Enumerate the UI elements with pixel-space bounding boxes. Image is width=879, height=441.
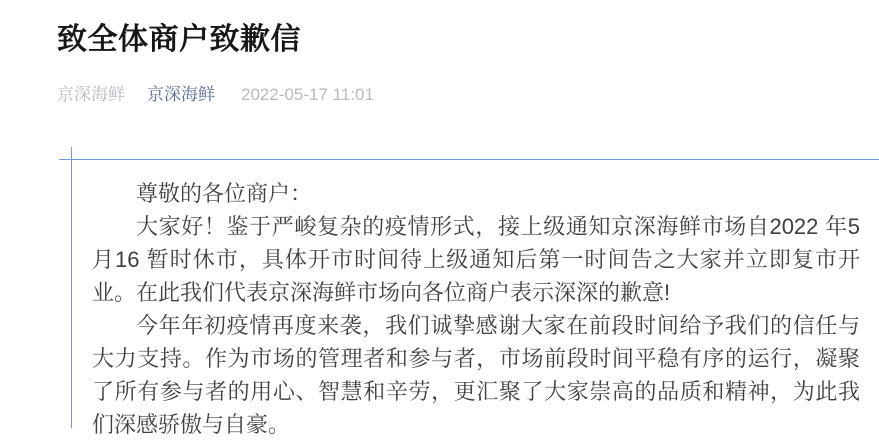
- paragraph-2: 今年年初疫情再度来袭，我们诚挚感谢大家在前段时间给予我们的信任与大力支持。作为市场的管理者和参与者，市场前段时间平稳有序的运行，凝聚了所有参与者的用心、智慧和辛劳，更汇聚了大家崇高的品质和精神，为此我们深感骄傲与自豪。: [92, 313, 860, 437]
- author-name: 京深海鲜: [57, 85, 125, 104]
- table-top-border-line: [59, 159, 879, 160]
- account-name-link[interactable]: 京深海鲜: [147, 85, 215, 104]
- publish-timestamp: 2022-05-17 11:01: [241, 85, 374, 104]
- salutation: 尊敬的各位商户：: [136, 181, 313, 206]
- article-meta: [57, 84, 374, 105]
- paragraph-1: 大家好！鉴于严峻复杂的疫情形式，接上级通知京深海鲜市场自2022 年5月16 暂时休市，具体开市时间待上级通知后第一时间告之大家并立即复市开业。在此我们代表京深海鲜市场向各位商户表示深深的歉意!: [92, 214, 860, 305]
- table-left-border-line: [71, 147, 72, 428]
- page-title: 致全体商户致歉信: [57, 23, 301, 56]
- article-body: [92, 177, 860, 441]
